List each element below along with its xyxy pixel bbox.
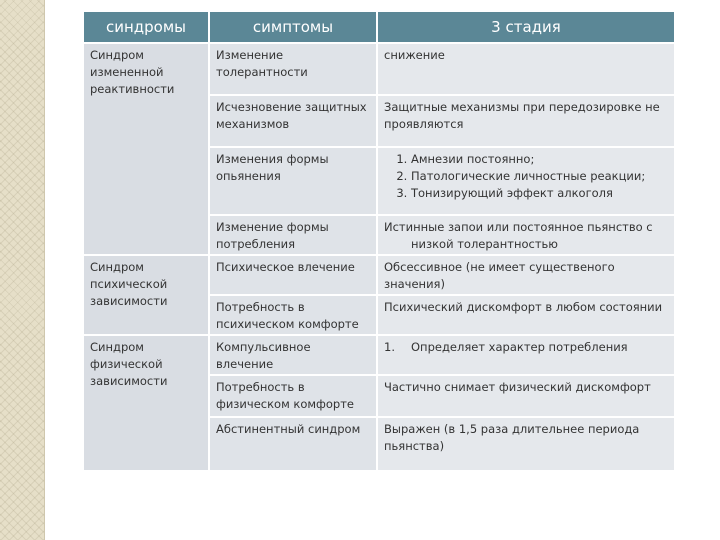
list-number: 1. <box>384 340 395 354</box>
symptom-cell: Абстинентный синдром <box>210 418 376 470</box>
syndrome-cell-reactivity: Синдром измененной реактивности <box>84 44 208 254</box>
symptom-cell: Потребность в физическом комфорте <box>210 376 376 416</box>
stage-cell: Защитные механизмы при передозировке не проявляются <box>378 96 674 146</box>
stage-cell <box>378 336 674 374</box>
stage-cell: Психический дискомфорт в любом состоянии <box>378 296 674 334</box>
stage-cell: Обсессивное (не имеет существеного значения) <box>378 256 674 294</box>
syndrome-cell-psychic: Синдром психической зависимости <box>84 256 208 334</box>
symptom-cell: Изменение формы потребления <box>210 216 376 254</box>
decorative-left-strip <box>0 0 44 540</box>
syndrome-table <box>84 12 674 470</box>
stage-cell: Частично снимает физический дискомфорт <box>378 376 674 416</box>
syndrome-cell-physical: Синдром физической зависимости <box>84 336 208 470</box>
left-strip-edge <box>44 0 45 540</box>
symptom-cell: Компульсивное влечение <box>210 336 376 374</box>
symptom-cell: Исчезновение защитных механизмов <box>210 96 376 146</box>
stage-cell: Выражен (в 1,5 раза длительнее периода пьянства) <box>378 418 674 470</box>
list-item: 1. Амнезии постоянно; <box>411 151 668 168</box>
stage-text: Определяет характер потребления <box>411 340 628 354</box>
stage-cell: Истинные запои или постоянное пьянство с низкой толерантностью <box>378 216 674 254</box>
header-syndromes: синдромы <box>84 12 208 42</box>
list-item: 3. Тонизирующий эффект алкоголя <box>411 185 668 202</box>
symptom-cell: Психическое влечение <box>210 256 376 294</box>
header-stage-3: 3 стадия <box>378 12 674 42</box>
symptom-cell: Изменение толерантности <box>210 44 376 94</box>
header-symptoms: симптомы <box>210 12 376 42</box>
stage-cell-list <box>378 148 674 214</box>
list-item: 2. Патологические личностные реакции; <box>411 168 668 185</box>
symptom-cell: Изменения формы опьянения <box>210 148 376 214</box>
stage-cell: снижение <box>378 44 674 94</box>
symptom-cell: Потребность в психическом комфорте <box>210 296 376 334</box>
